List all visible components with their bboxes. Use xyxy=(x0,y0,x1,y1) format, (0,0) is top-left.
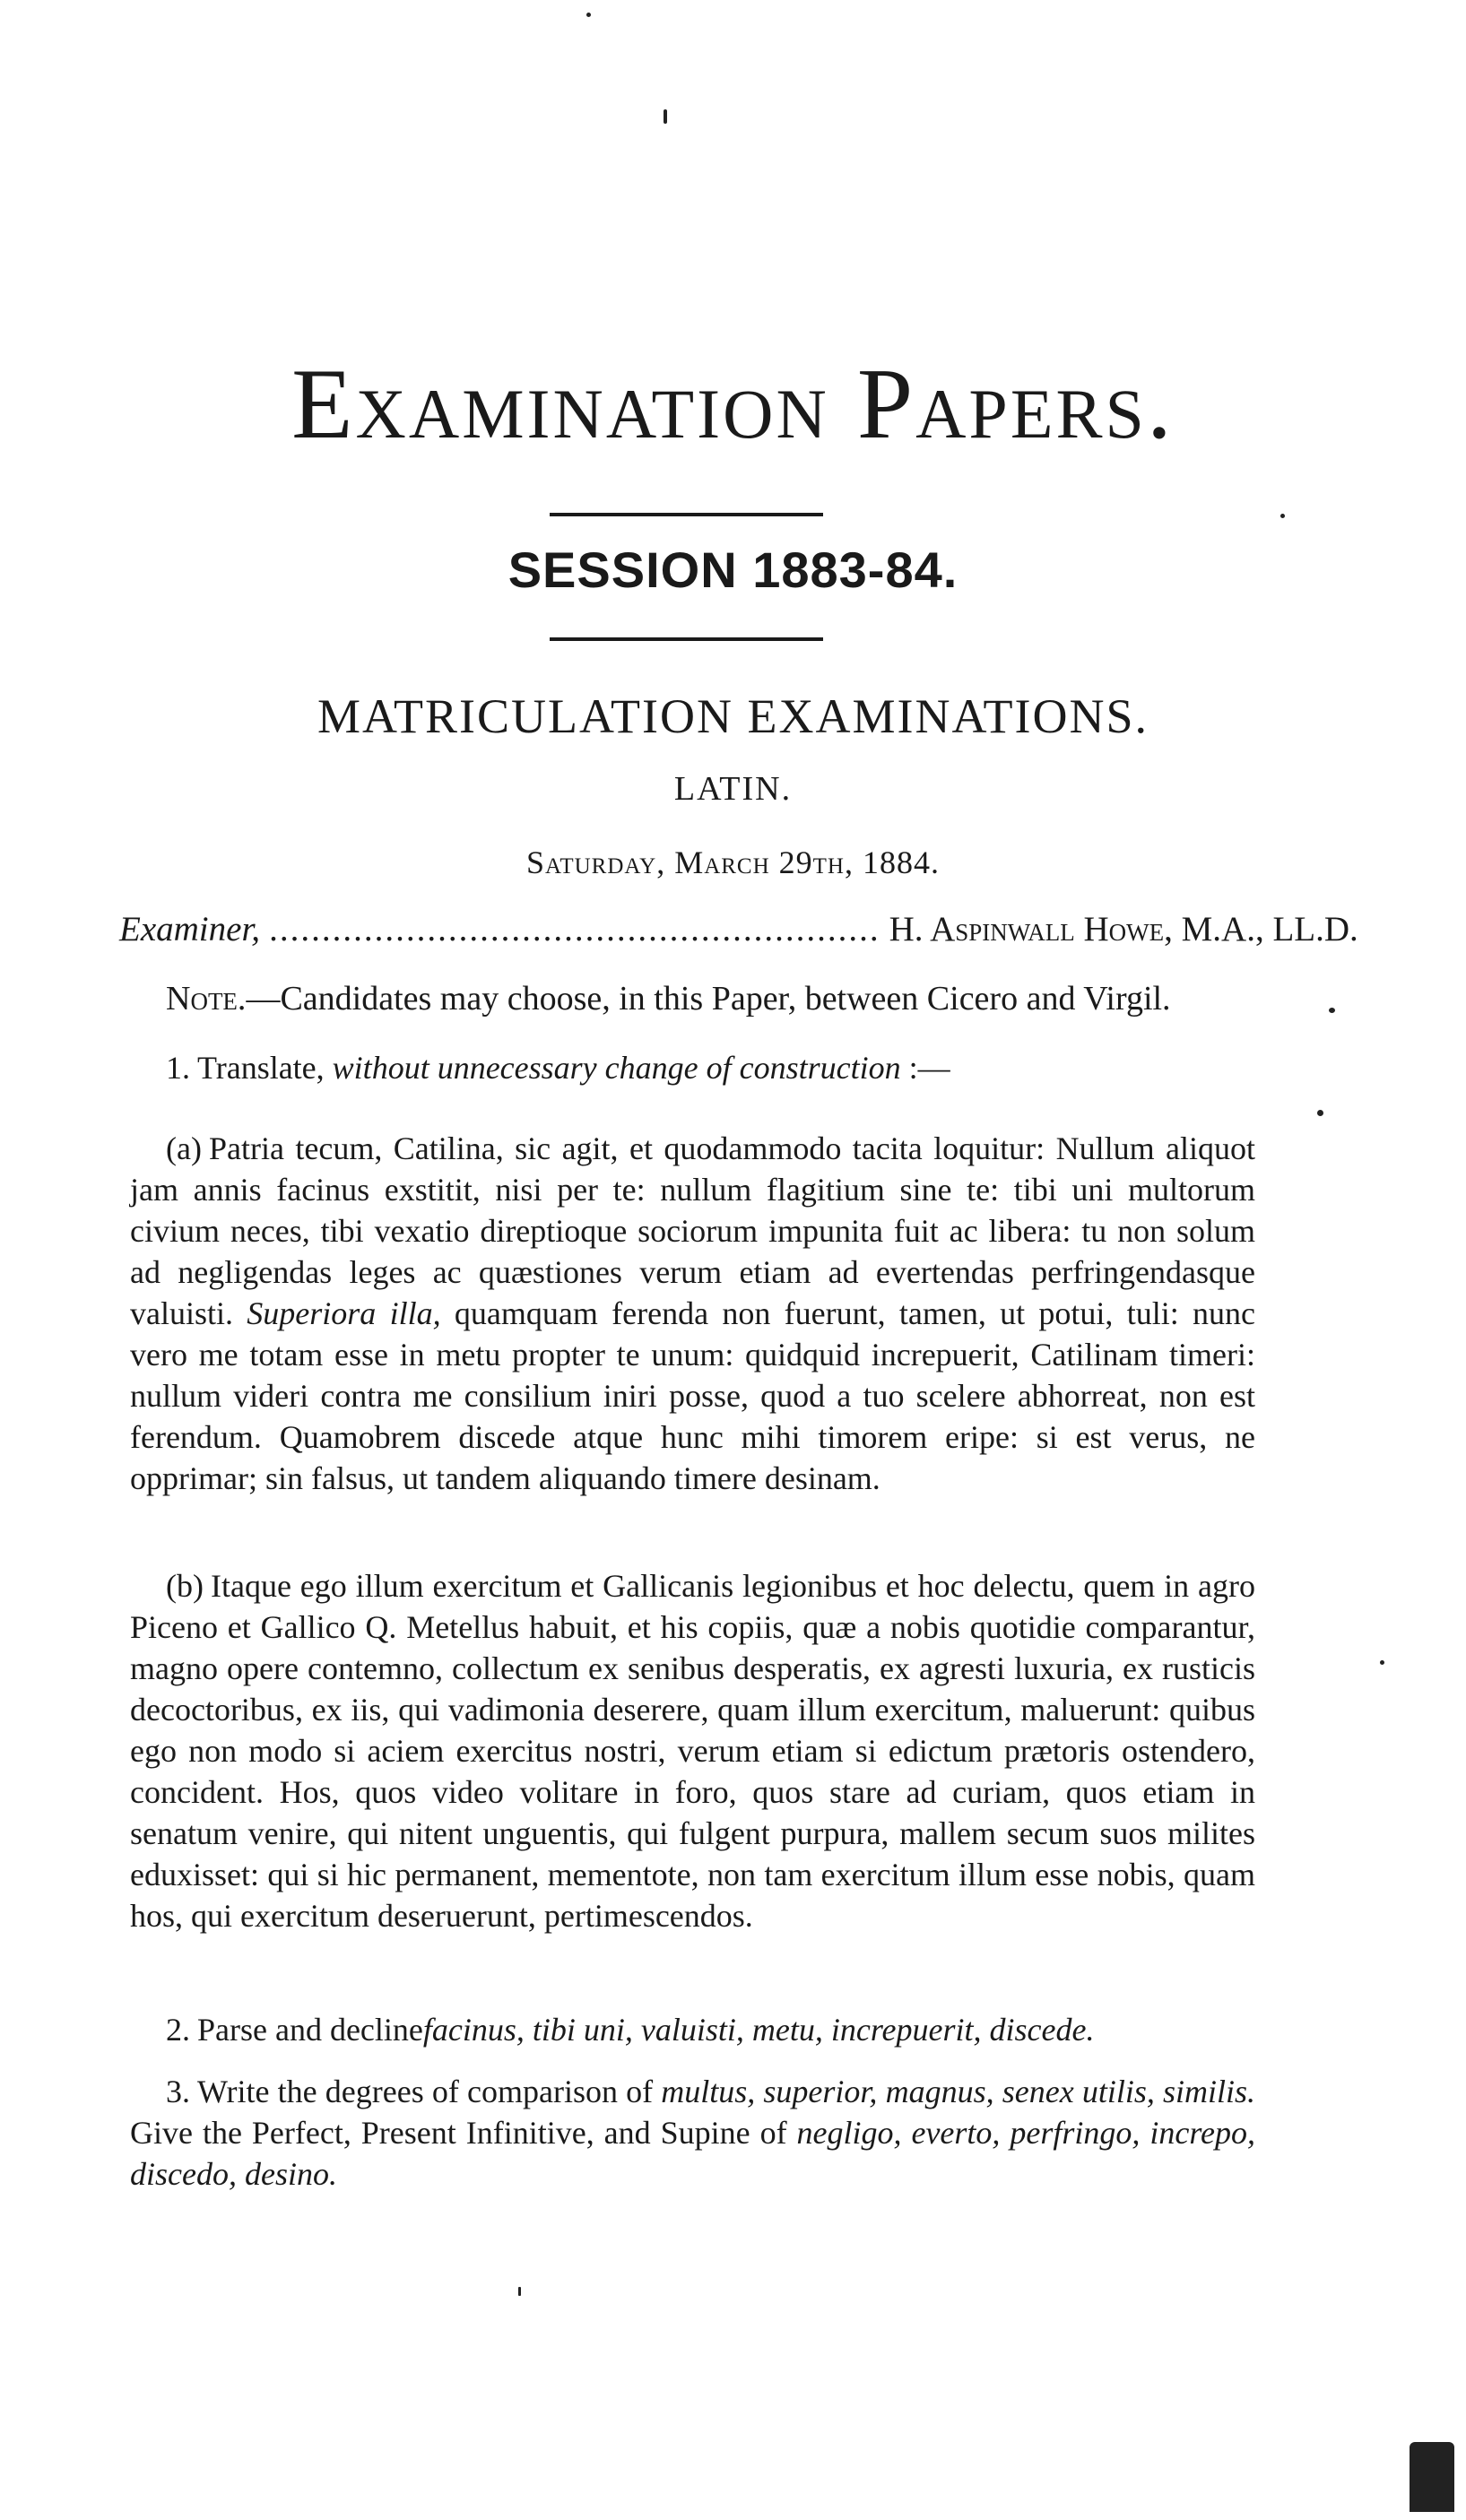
question-2 xyxy=(166,2009,1260,2050)
page-title: Examination Papers. xyxy=(291,349,1175,460)
scan-edge-mark xyxy=(1410,2442,1454,2512)
session-heading: SESSION 1883-84. xyxy=(507,541,959,598)
question-1 xyxy=(166,1047,1260,1088)
question-number: 2. xyxy=(166,2012,190,2048)
examiner-line xyxy=(119,909,1358,951)
exam-date: Saturday, March 29th, 1884. xyxy=(526,844,940,880)
instruction-note xyxy=(166,979,1260,1020)
note-label: Note. xyxy=(166,980,247,1018)
scan-speck xyxy=(664,109,667,124)
passage-b xyxy=(130,1565,1255,1936)
question-italic-text: facinus, tibi uni, valuisti, metu, increpuerit, discede. xyxy=(422,2012,1095,2048)
question-text: Give the Perfect, Present Infinitive, and Supine of xyxy=(130,2115,787,2151)
passage-label: (b) xyxy=(166,1568,204,1604)
scan-speck xyxy=(1317,1110,1323,1116)
question-number: 3. xyxy=(166,2074,190,2109)
scan-speck xyxy=(518,2287,521,2296)
examiner-label: Examiner, xyxy=(119,910,261,948)
passage-italic-text: Superiora illa, xyxy=(247,1295,441,1331)
question-text: Parse and decline xyxy=(197,2012,423,2048)
scan-speck xyxy=(1380,1660,1384,1665)
scan-speck xyxy=(586,13,591,17)
scan-speck xyxy=(1329,1008,1335,1013)
passage-a xyxy=(130,1128,1255,1499)
examination-heading: MATRICULATION EXAMINATIONS. xyxy=(317,689,1149,743)
passage-text: Patria tecum, Catilina, sic agit, et quodammodo tacita loquitur: Nullum aliquot jam annis facinus exstitit, nisi per te: nullum flagitium sine te: tibi uni multorum civium neces, tibi vexatio direptioque sociorum impunita fuit ac libera: tu non solum ad negligendas leges ac quæstiones verum etiam ad evertendas perfringendasque valuisti. xyxy=(130,1130,1255,1331)
scan-speck xyxy=(1280,514,1285,518)
note-text: —Candidates may choose, in this Paper, between Cicero and Virgil. xyxy=(246,980,1171,1018)
question-italic-text: multus, superior, magnus, senex utilis, similis. xyxy=(661,2074,1256,2109)
question-italic-text: negligo, everto, perfringo, increpo, discedo, desino. xyxy=(130,2115,1255,2192)
question-italic-text: without unnecessary change of construction xyxy=(332,1050,901,1086)
subject-heading: LATIN. xyxy=(673,770,793,808)
passage-label: (a) xyxy=(166,1130,202,1166)
question-text: Translate, xyxy=(197,1050,325,1086)
session-rule xyxy=(550,637,823,641)
examiner-name: H. Aspinwall Howe, M.A., LL.D. xyxy=(889,910,1358,948)
question-text: Write the degrees of comparison of xyxy=(197,2074,654,2109)
passage-text-continued: quamquam ferenda non fuerunt, tamen, ut potui, tuli: nunc vero me totam esse in metu propter te unum: quidquid increpuerit, Catilinam timeri: nullum videri contra me consilium iniri posse, quod a tuo scelere abhorreat, non est ferendum. Quamobrem discede atque hunc mihi timorem eripe: si est verus, ne opprimar; sin falsus, ut tandem aliquando timere desinam. xyxy=(130,1295,1255,1496)
leader-dots: .......................................................... xyxy=(269,910,880,948)
question-text-end: :— xyxy=(908,1050,950,1086)
question-number: 1. xyxy=(166,1050,190,1086)
question-3 xyxy=(130,2071,1255,2195)
title-rule xyxy=(550,513,823,516)
passage-text: Itaque ego illum exercitum et Gallicanis legionibus et hoc delectu, quem in agro Piceno et Gallico Q. Metellus habuit, et his copiis, quæ a nobis quotidie comparantur, magno opere contemno, collectum ex senibus desperatis, ex agresti luxuria, ex rusticis decoctoribus, ex iis, qui vadimonia deserere, quam illum exercitum, maluerunt: quibus ego non modo si aciem exercitus nostri, verum etiam si edictum prætoris ostendero, concident. Hos, quos video volitare in foro, quos stare ad curiam, quos etiam in senatum venire, qui nitent unguentis, qui fulgent purpura, mallem secum suos milites eduxisset: qui si hic permanent, mementote, non tam exercitum illum esse nobis, quam hos, qui exercitum deseruerunt, pertimescendos. xyxy=(130,1568,1255,1934)
